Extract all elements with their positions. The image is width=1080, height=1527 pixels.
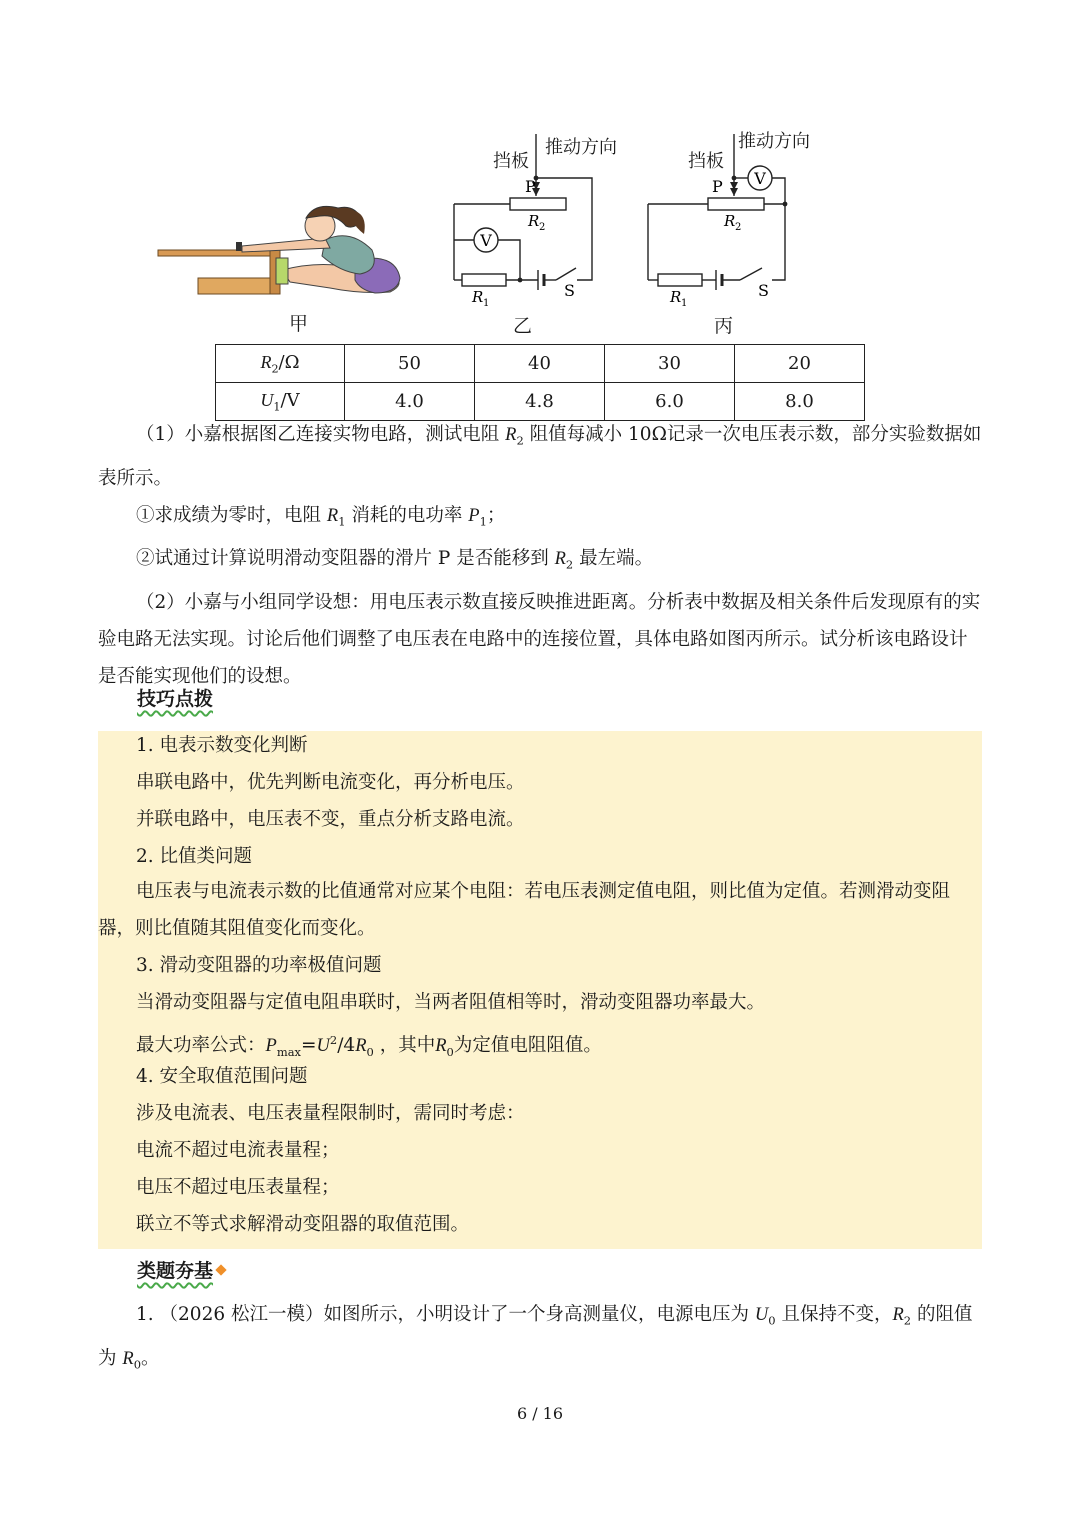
yi-r1-sub: 1 bbox=[483, 298, 490, 309]
bing-p-label: P bbox=[712, 177, 723, 196]
experiment-data-table bbox=[215, 344, 865, 421]
yi-r2-label: R bbox=[528, 212, 540, 230]
tip-1-line-a: 串联电路中，优先判断电流变化，再分析电压。 bbox=[136, 772, 525, 793]
tip-4-line-a: 涉及电流表、电压表量程限制时，需同时考虑： bbox=[136, 1103, 525, 1124]
table-cell: 8.0 bbox=[735, 383, 865, 421]
diamond-icon bbox=[215, 1264, 226, 1275]
figure-bing-label: 丙 bbox=[714, 315, 734, 337]
figure-jia-illustration bbox=[150, 190, 410, 305]
yi-r2-sub: 2 bbox=[539, 222, 546, 233]
table-cell: 30 bbox=[605, 345, 735, 383]
table-cell: 4.0 bbox=[345, 383, 475, 421]
tip-4-line-d: 联立不等式求解滑动变阻器的取值范围。 bbox=[136, 1214, 470, 1235]
page-number: 6 / 16 bbox=[516, 1404, 564, 1423]
tip-4-line-c: 电压不超过电压表量程； bbox=[136, 1177, 340, 1198]
bing-voltmeter-symbol: V bbox=[754, 169, 766, 188]
question-1: （1）小嘉根据图乙连接实物电路，测试电阻 $R_2$ 阻值每减小 10Ω记录一次电压表示数，部分实验数据如表所示。 bbox=[98, 424, 982, 489]
bing-r1-label: R bbox=[670, 288, 682, 306]
yi-p-label: P bbox=[525, 177, 536, 196]
question-block bbox=[98, 416, 982, 695]
bing-r2-sub: 2 bbox=[735, 222, 742, 233]
yi-baffle-label: 挡板 bbox=[493, 151, 529, 172]
figure-jia-label: 甲 bbox=[289, 313, 309, 335]
bing-baffle-label: 挡板 bbox=[688, 151, 724, 172]
yi-push-direction-label: 推动方向 bbox=[545, 137, 617, 158]
tip-1-line-b: 并联电路中，电压表不变，重点分析支路电流。 bbox=[136, 809, 525, 830]
table-row bbox=[216, 383, 865, 421]
tip-1-title: 1. 电表示数变化判断 bbox=[136, 735, 308, 756]
table-cell: 6.0 bbox=[605, 383, 735, 421]
practice-question-1: 1. （2026 松江一模）如图所示，小明设计了一个身高测量仪，电源电压为 $U_0$ 且保持不变，$R_2$ 的阻值为 $R_0$。 bbox=[98, 1304, 973, 1372]
tip-3-formula: 最大功率公式：$P_{max}=U^2/4R_0$ ，其中$R_0$为定值电阻阻值。 bbox=[136, 1033, 602, 1059]
tip-4-title: 4. 安全取值范围问题 bbox=[136, 1066, 308, 1087]
table-header-r2: $R_2/\Omega$ bbox=[216, 345, 345, 383]
tip-2-line-a: 电压表与电流表示数的比值通常对应某个电阻：若电压表测定值电阻，则比值为定值。若测滑动变阻器，则比值随其阻值变化而变化。 bbox=[98, 881, 951, 939]
tips-box bbox=[98, 731, 982, 1249]
tip-2-title: 2. 比值类问题 bbox=[136, 846, 253, 867]
tip-3-line-a: 当滑动变阻器与定值电阻串联时，当两者阻值相等时，滑动变阻器功率最大。 bbox=[136, 992, 766, 1013]
tips-heading: 技巧点拨 bbox=[137, 688, 214, 710]
bing-r1-sub: 1 bbox=[681, 298, 688, 309]
table-header-u1: $U_1/V$ bbox=[216, 383, 345, 421]
bing-r2-label: R bbox=[724, 212, 736, 230]
practice-heading: 类题夯基 bbox=[137, 1256, 225, 1283]
yi-r1-label: R bbox=[472, 288, 484, 306]
tip-3-title: 3. 滑动变阻器的功率极值问题 bbox=[136, 955, 382, 976]
figure-bing-circuit bbox=[640, 130, 810, 310]
figure-yi-label: 乙 bbox=[513, 315, 533, 337]
table-cell: 20 bbox=[735, 345, 865, 383]
question-1-sub-2: ②试通过计算说明滑动变阻器的滑片 P 是否能移到 $R_2$ 最左端。 bbox=[136, 548, 654, 573]
table-cell: 40 bbox=[475, 345, 605, 383]
bing-push-direction-label: 推动方向 bbox=[738, 131, 810, 152]
table-cell: 4.8 bbox=[475, 383, 605, 421]
question-1-sub-1: ①求成绩为零时，电阻 $R_1$ 消耗的电功率 $P_1$； bbox=[136, 504, 506, 529]
table-row bbox=[216, 345, 865, 383]
yi-switch-label: S bbox=[564, 281, 575, 300]
bing-switch-label: S bbox=[758, 281, 769, 300]
tip-4-line-b: 电流不超过电流表量程； bbox=[136, 1140, 340, 1161]
yi-voltmeter-symbol: V bbox=[480, 231, 492, 250]
table-cell: 50 bbox=[345, 345, 475, 383]
question-2: （2）小嘉与小组同学设想：用电压表示数直接反映推进距离。分析表中数据及相关条件后发现原有的实验电路无法实现。讨论后他们调整了电压表在电路中的连接位置，具体电路如图丙所示。试分析该电路设计是否能实现他们的设想。 bbox=[98, 592, 981, 688]
